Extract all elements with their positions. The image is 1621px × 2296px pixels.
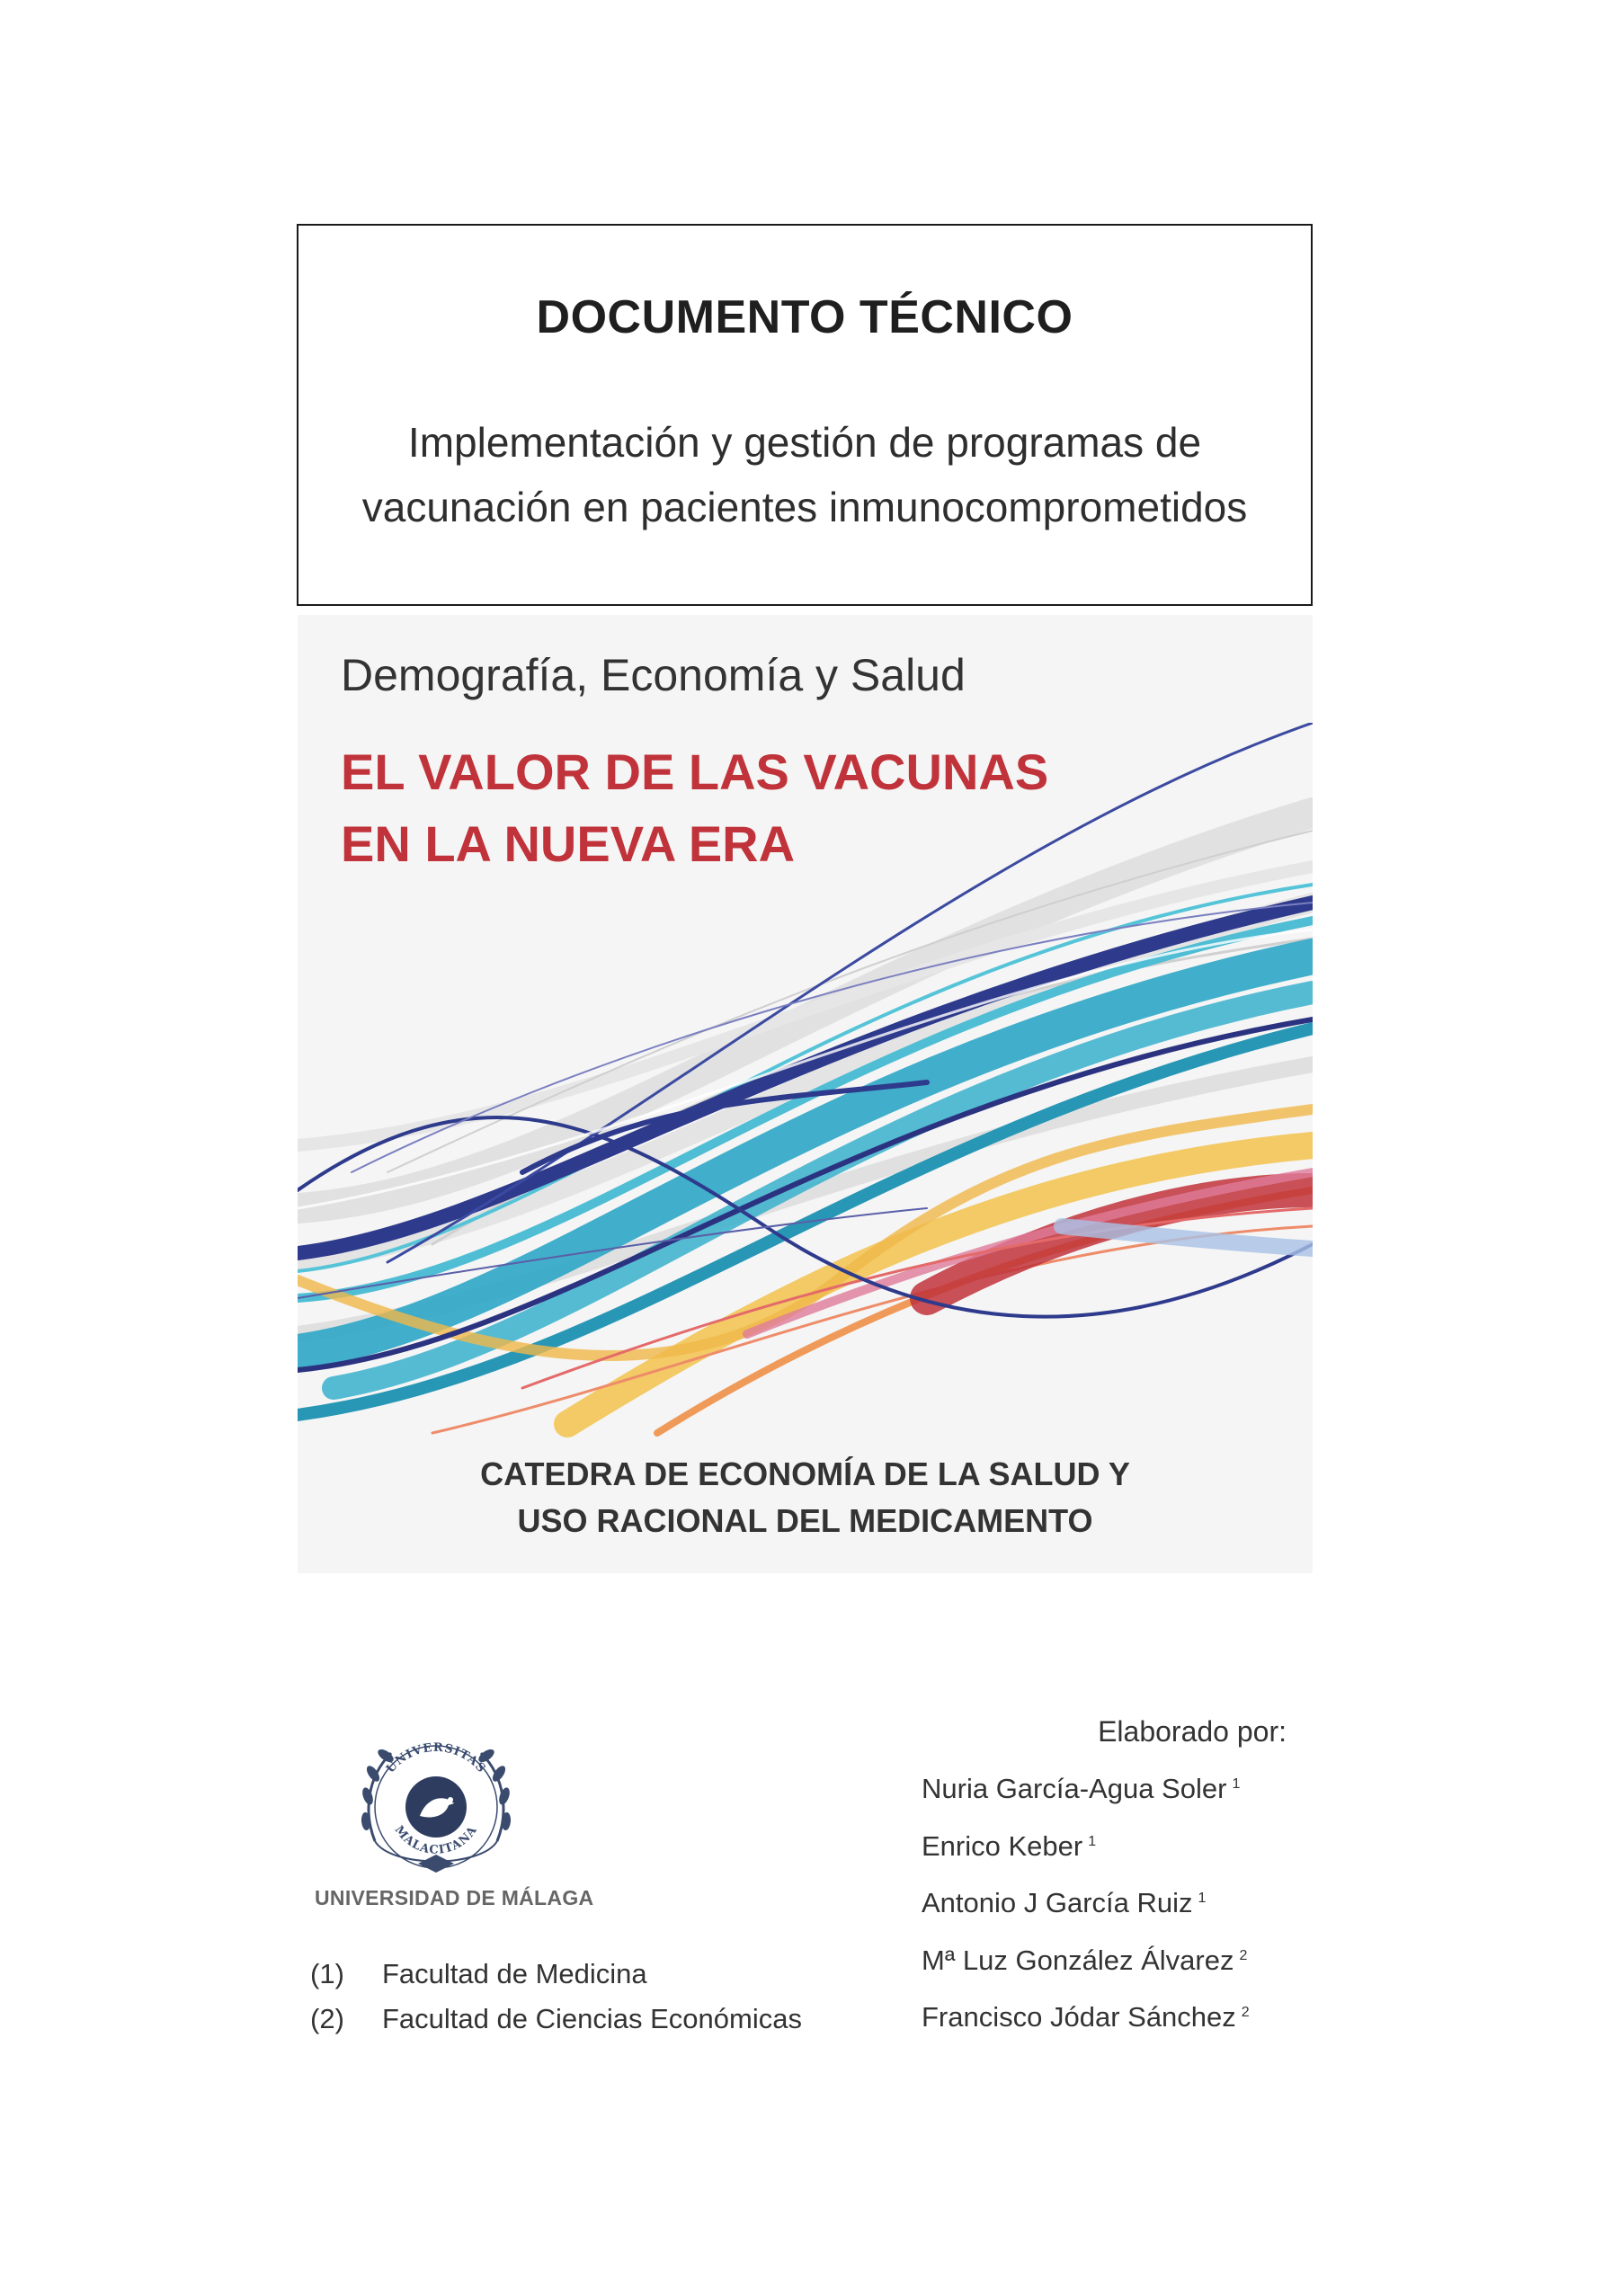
author-name: Antonio J García Ruiz — [922, 1887, 1193, 1918]
author-name: Francisco Jódar Sánchez — [922, 2001, 1236, 2033]
author-item — [922, 1773, 1240, 1805]
seal-text-bottom: MALACITANA — [391, 1823, 481, 1857]
affiliation-number: (1) — [310, 1958, 344, 1989]
cover-series-title: Demografía, Economía y Salud — [341, 650, 966, 700]
university-name: UNIVERSIDAD DE MÁLAGA — [315, 1886, 594, 1909]
author-name: Nuria García-Agua Soler — [922, 1773, 1227, 1804]
author-affiliation-marker: 1 — [1088, 1833, 1097, 1849]
seal-text-top: UNIVERSITAS — [383, 1740, 489, 1776]
document-subtitle-line-1: Implementación y gestión de programas de — [407, 419, 1202, 466]
author-affiliation-marker: 2 — [1241, 2004, 1250, 2020]
author-affiliation-marker: 1 — [1198, 1890, 1207, 1906]
author-affiliation-marker: 1 — [1232, 1775, 1241, 1792]
document-type: DOCUMENTO TÉCNICO — [536, 291, 1073, 343]
author-item — [922, 2001, 1250, 2033]
document-subtitle — [298, 410, 1311, 539]
cover-organization-line-1: CATEDRA DE ECONOMÍA DE LA SALUD Y — [480, 1455, 1130, 1492]
author-affiliation-marker: 2 — [1239, 1947, 1248, 1963]
cover-image — [298, 615, 1313, 1573]
affiliation-name: Facultad de Medicina — [382, 1958, 647, 1989]
cover-organization — [298, 1451, 1313, 1544]
author-item — [922, 1887, 1206, 1919]
affiliation-number: (2) — [310, 2003, 344, 2034]
author-item — [922, 1944, 1247, 1977]
title-box — [297, 224, 1313, 606]
authors-heading: Elaborado por: — [1098, 1715, 1287, 1748]
author-name: Enrico Keber — [922, 1830, 1083, 1862]
document-subtitle-line-2: vacunación en pacientes inmunocomprometidos — [361, 484, 1248, 530]
university-seal-icon — [355, 1733, 517, 1882]
author-item — [922, 1830, 1096, 1863]
cover-organization-line-2: USO RACIONAL DEL MEDICAMENTO — [517, 1502, 1093, 1539]
cover-title-line-1: EL VALOR DE LAS VACUNAS — [341, 743, 1049, 800]
affiliation-name: Facultad de Ciencias Económicas — [382, 2003, 802, 2034]
author-name: Mª Luz González Álvarez — [922, 1944, 1234, 1976]
cover-title-line-2: EN LA NUEVA ERA — [341, 815, 796, 872]
svg-text:UNIVERSITAS — [384, 1741, 488, 1776]
cover-title — [341, 736, 1048, 880]
